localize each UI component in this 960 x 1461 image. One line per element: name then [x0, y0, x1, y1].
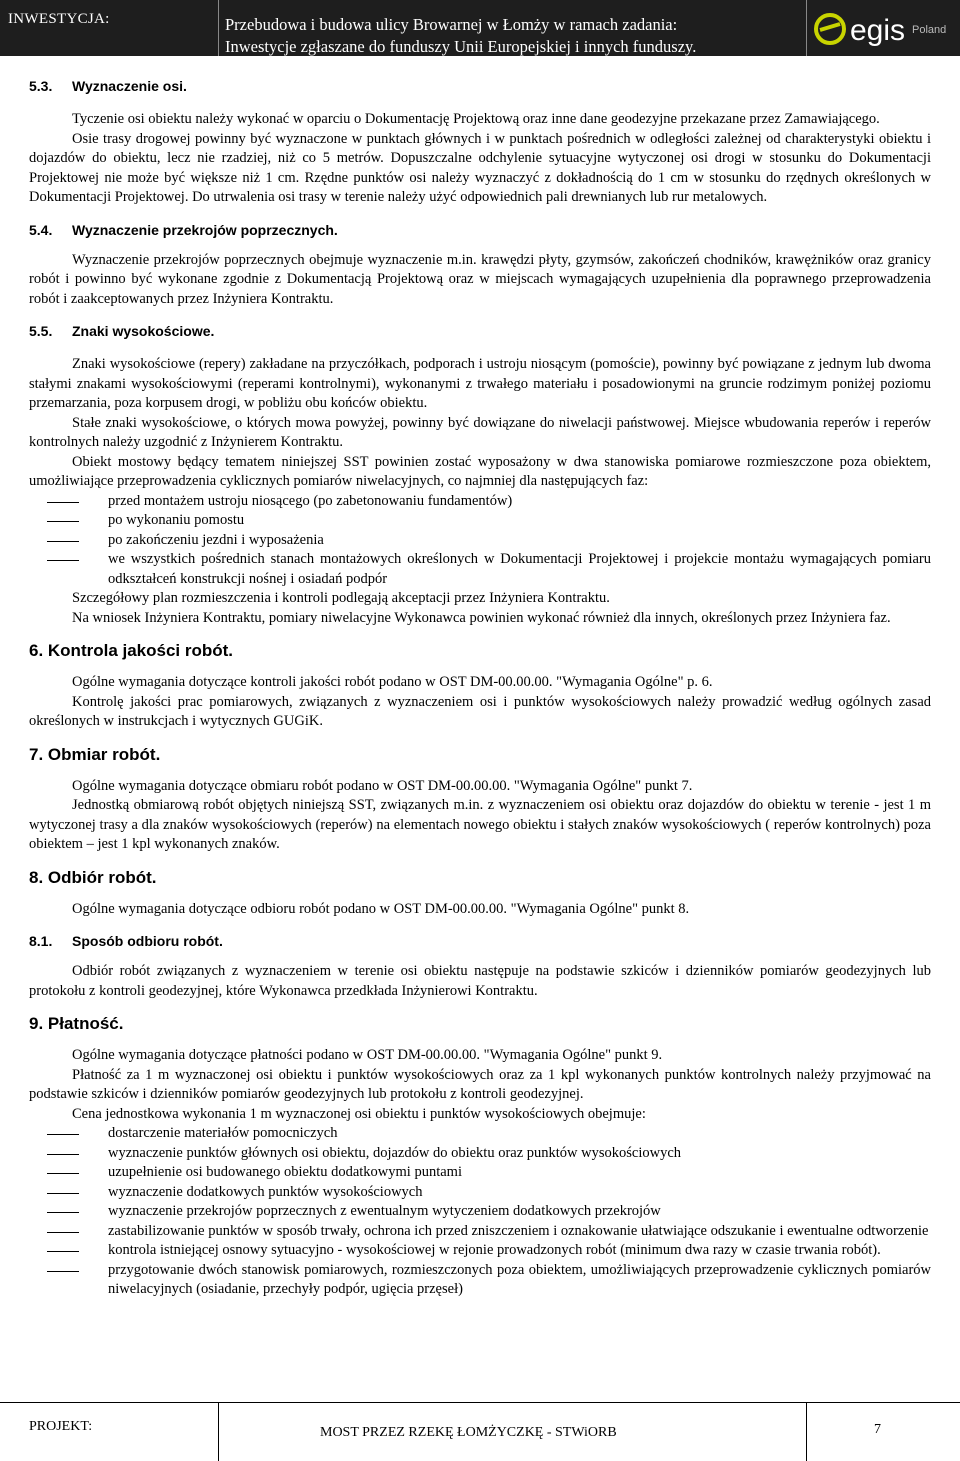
spacer: [29, 919, 931, 932]
spacer: [29, 628, 931, 641]
section-7-heading: 7. Obmiar robót.: [29, 744, 161, 764]
list-item: przygotowanie dwóch stanowisk pomiarowych, rozmieszczonych poza obiektem, umożliwiających przeprowadzenie cyklicznych pomiarów niwelacyjnych (osiadanie, przechyły podpór, ugięcia przęseł): [29, 1261, 931, 1300]
paragraph: Wyznaczenie przekrojów poprzecznych obejmuje wyznaczenie m.in. krawędzi płyty, gzymsów, zakończeń chodników, krawężników oraz granicy robót i powinno być wykonane zgodnie z Dokumentacją Projektową oraz w miejscach wymagających uzupełnienia dla poprawnego przeprowadzenia robót i zaakceptowanych przez Inżyniera Kontraktu.: [29, 251, 931, 307]
section-number: 5.5.: [29, 323, 53, 339]
header-title-line2: Inwestycje zgłaszane do funduszy Unii Europejskiej i innych funduszy.: [225, 37, 697, 56]
spacer: [29, 767, 931, 777]
spacer: [29, 890, 931, 900]
spacer: [29, 1001, 931, 1014]
list-item: wyznaczenie punktów głównych osi obiektu, dojazdów do obiektu oraz punktów wysokościowych: [29, 1144, 931, 1164]
dash-bullet: [47, 521, 79, 522]
header-title-line1: Przebudowa i budowa ulicy Browarnej w Łomży w ramach zadania:: [225, 15, 678, 34]
dash-bullet: [47, 1232, 79, 1233]
section-number: 5.3.: [29, 78, 53, 94]
dash-bullet: [47, 1212, 79, 1213]
paragraph: Znaki wysokościowe (repery) zakładane na przyczółkach, podporach i ustroju niosącym (pomoście), powinny być powiązane z jednym lub dwoma stałymi znakami wysokościowymi (reperami kontrolnymi), wykonanymi z trwałego materiału i posadowionymi na gruncie rodzimym poniżej poziomu przemarzania, poza korpusem drogi, w pobliżu obu końców obiektu.: [29, 356, 931, 411]
document-body: [29, 77, 931, 1300]
spacer: [29, 663, 931, 673]
section-5-3-heading: [29, 77, 931, 97]
section-title: Wyznaczenie osi.: [72, 78, 187, 94]
footer-divider: [806, 1403, 807, 1461]
egis-logo: [812, 8, 952, 50]
section-5-4-heading: [29, 221, 931, 241]
spacer: [29, 309, 931, 322]
dash-bullet: [47, 541, 79, 542]
section-title: Znaki wysokościowe.: [72, 323, 215, 339]
page-footer: [0, 1402, 960, 1461]
paragraph: Kontrolę jakości prac pomiarowych, związanych z wyznaczeniem osi i punktów wysokościowych należy prowadzić według ogólnych zasad określonych w instrukcjach i wytycznych GUGiK.: [29, 693, 931, 729]
spacer: [29, 952, 931, 962]
dash-bullet: [47, 502, 79, 503]
spacer: [29, 1036, 931, 1046]
paragraph: Stałe znaki wysokościowe, o których mowa powyżej, powinny być dowiązane do niwelacji państwowej. Miejsce wbudowania reperów i reperów kontrolnych należy uzgodnić z Inżynierem Kontraktu.: [29, 414, 931, 450]
section-number: 8.1.: [29, 933, 53, 949]
spacer: [29, 208, 931, 221]
spacer: [29, 855, 931, 868]
section-title: Wyznaczenie przekrojów poprzecznych.: [72, 221, 338, 238]
header-investment-label: INWESTYCJA:: [8, 11, 110, 27]
paragraph: Na wniosek Inżyniera Kontraktu, pomiary niwelacyjne Wykonawca powinien wykonać również dla innych, określonych przez Inżyniera faz.: [72, 609, 891, 626]
dash-bullet: [47, 1271, 79, 1272]
page-header: [0, 0, 960, 56]
list-item: po wykonaniu pomostu: [29, 511, 931, 531]
section-8-1-heading: [29, 932, 931, 952]
spacer: [29, 97, 931, 110]
spacer: [29, 342, 931, 355]
list-item: wyznaczenie przekrojów poprzecznych z ewentualnym wytyczeniem dodatkowych przekrojów: [29, 1202, 931, 1222]
logo-subtitle: Poland: [912, 24, 947, 36]
header-title: [225, 14, 805, 58]
footer-project-label: PROJEKT:: [29, 1419, 93, 1434]
paragraph: Obiekt mostowy będący tematem niniejszej SST powinien zostać wyposażony w dwa stanowiska pomiarowe rozmieszczone poza obiektem, umożliwiające przeprowadzenia cyklicznych pomiarów niwelacyjnych, co najmniej dla następujących faz:: [29, 453, 931, 489]
header-divider: [806, 0, 807, 56]
section-6-heading: 6. Kontrola jakości robót.: [29, 641, 234, 660]
footer-project-name: MOST PRZEZ RZEKĘ ŁOMŻYCZKĘ - STWiORB: [320, 1425, 617, 1440]
dash-bullet: [47, 560, 79, 561]
list-item: we wszystkich pośrednich stanach montażowych określonych w Dokumentacji Projektowej i projekcie montażu wymagających pomiaru odkształceń konstrukcji nośnej i osiadań podpór: [29, 550, 931, 589]
dash-bullet: [47, 1134, 79, 1135]
section-title: Sposób odbioru robót.: [72, 933, 223, 949]
price-scope-list: [29, 1124, 931, 1300]
paragraph: Jednostką obmiarową robót objętych niniejszą SST, związanych m.in. z wyznaczeniem osi obiektu oraz dojazdów do obiektu w terenie - jest 1 m wytyczonej trasy a dla znaków wysokościowych (reperów) na elementach nowego obiektu i stałych znaków wysokościowych ( reperów kontrolnych) poza obiektem – jest 1 kpl wykonanych znaków.: [29, 797, 931, 852]
paragraph: Ogólne wymagania dotyczące odbioru robót podano w OST DM-00.00.00. "Wymagania Ogólne" punkt 8.: [72, 900, 690, 917]
paragraph: Odbiór robót związanych z wyznaczeniem w terenie osi obiektu następuje na podstawie szkiców i dzienników pomiarów geodezyjnych lub protokołu z kontroli geodezyjnej, które Wykonawca przedkłada Inżynierowi Kontraktu.: [29, 963, 931, 999]
list-item: przed montażem ustroju niosącego (po zabetonowaniu fundamentów): [29, 492, 931, 512]
section-8-heading: 8. Odbiór robót.: [29, 867, 157, 887]
list-item: wyznaczenie dodatkowych punktów wysokościowych: [29, 1183, 931, 1203]
list-item: kontrola istniejącej osnowy sytuacyjno - wysokościowej w rejonie prowadzonych robót (minimum dwa razy w czasie trwania robót).: [29, 1241, 931, 1261]
page-number: 7: [874, 1422, 881, 1437]
spacer: [29, 241, 931, 251]
list-item: dostarczenie materiałów pomocniczych: [29, 1124, 931, 1144]
dash-bullet: [47, 1251, 79, 1252]
paragraph: Płatność za 1 m wyznaczonej osi obiektu i punktów wysokościowych oraz za 1 kpl wykonanych punktów kontrolnych należy przyjmować na podstawie szkiców i dzienników pomiarów geodezyjnych lub protokołu z kontroli geodezyjnej.: [29, 1066, 931, 1102]
paragraph: Ogólne wymagania dotyczące obmiaru robót podano w OST DM-00.00.00. "Wymagania Ogólne" punkt 7.: [72, 777, 693, 794]
paragraph: Szczegółowy plan rozmieszczenia i kontroli podlegają akceptacji przez Inżyniera Kontraktu.: [72, 590, 610, 606]
dash-bullet: [47, 1193, 79, 1194]
list-item: po zakończeniu jezdni i wyposażenia: [29, 531, 931, 551]
dash-bullet: [47, 1154, 79, 1155]
list-item: uzupełnienie osi budowanego obiektu dodatkowymi puntami: [29, 1163, 931, 1183]
section-5-5-heading: [29, 322, 931, 342]
list-item: zastabilizowanie punktów w sposób trwały, ochrona ich przed zniszczeniem i oznakowanie ułatwiające odszukanie i ewentualne odtworzenie: [29, 1222, 931, 1242]
dash-bullet: [47, 1173, 79, 1174]
section-number: 5.4.: [29, 221, 53, 238]
section-9-heading: 9. Płatność.: [29, 1014, 124, 1033]
paragraph: Ogólne wymagania dotyczące płatności podano w OST DM-00.00.00. "Wymagania Ogólne" punkt 9.: [72, 1047, 663, 1063]
spacer: [29, 732, 931, 745]
header-divider: [218, 0, 219, 56]
logo-wordmark: egis: [850, 14, 906, 47]
paragraph: Cena jednostkowa wykonania 1 m wyznaczonej osi obiektu i punktów wysokościowych obejmuje:: [72, 1105, 646, 1122]
footer-divider: [218, 1403, 219, 1461]
paragraph: Osie trasy drogowej powinny być wyznaczone w punktach głównych i w punktach pośrednich w odległości zależnej od charakterystyki obiektu i dojazdów do obiektu, lecz nie rzadziej, niż co 5 metrów. Dopuszczalne odchylenie sytuacyjne wytyczonej osi drogi w stosunku do Dokumentacji Projektowej nie może być większe niż 1 cm. Rzędne punktów osi należy wyznaczyć z dokładnością do 1 cm w stosunku do rzędnych określonych w Dokumentacji Projektowej. Do utrwalenia osi trasy w terenie należy użyć odpowiednich pali drewnianych lub rur metalowych.: [29, 130, 931, 205]
paragraph: Ogólne wymagania dotyczące kontroli jakości robót podano w OST DM-00.00.00. "Wymagania Ogólne" p. 6.: [72, 674, 713, 690]
phase-list: [29, 492, 931, 590]
paragraph: Tyczenie osi obiektu należy wykonać w oparciu o Dokumentację Projektową oraz inne dane geodezyjne przekazane przez Zamawiającego.: [72, 111, 880, 127]
